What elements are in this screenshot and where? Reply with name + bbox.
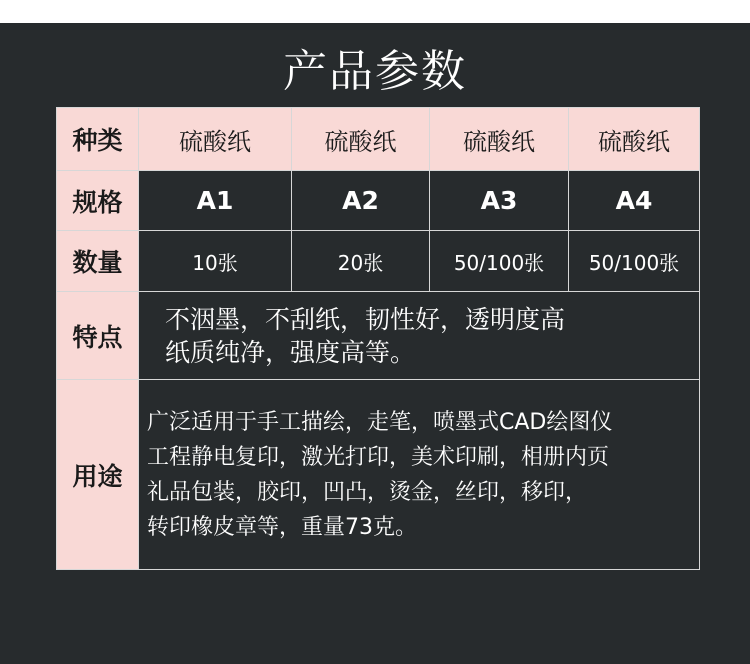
cell-use (139, 380, 700, 570)
cell-size-1: A1 (139, 171, 292, 231)
feature-line: 不洇墨，不刮纸，韧性好，透明度高 (165, 304, 566, 334)
row-label-use: 用途 (57, 380, 139, 570)
cell-feature (139, 292, 700, 380)
table-row (57, 108, 700, 171)
table-row (57, 171, 700, 231)
table-row (57, 231, 700, 292)
cell-qty-1: 10张 (139, 231, 292, 292)
table-row (57, 380, 700, 570)
row-label-qty: 数量 (57, 231, 139, 292)
table-row (57, 292, 700, 380)
cell-qty-3: 50/100张 (430, 231, 569, 292)
cell-type-2: 硫酸纸 (292, 108, 430, 171)
cell-type-1: 硫酸纸 (139, 108, 292, 171)
row-label-feature: 特点 (57, 292, 139, 380)
cell-size-4: A4 (569, 171, 700, 231)
cell-qty-4: 50/100张 (569, 231, 700, 292)
feature-line: 纸质纯净，强度高等。 (165, 337, 416, 367)
cell-type-3: 硫酸纸 (430, 108, 569, 171)
use-line: 工程静电复印，激光打印，美术印刷，相册内页 (147, 444, 610, 470)
use-line: 广泛适用于手工描绘，走笔，喷墨式CAD绘图仪 (147, 409, 613, 435)
cell-size-3: A3 (430, 171, 569, 231)
row-label-type: 种类 (57, 108, 139, 171)
row-label-size: 规格 (57, 171, 139, 231)
cell-qty-2: 20张 (292, 231, 430, 292)
use-line: 转印橡皮章等，重量73克。 (147, 514, 417, 540)
page-title: 产品参数 (283, 46, 467, 97)
cell-size-2: A2 (292, 171, 430, 231)
cell-type-4: 硫酸纸 (569, 108, 700, 171)
use-line: 礼品包装，胶印，凹凸，烫金，丝印，移印， (147, 479, 588, 505)
product-params-table (56, 107, 700, 570)
